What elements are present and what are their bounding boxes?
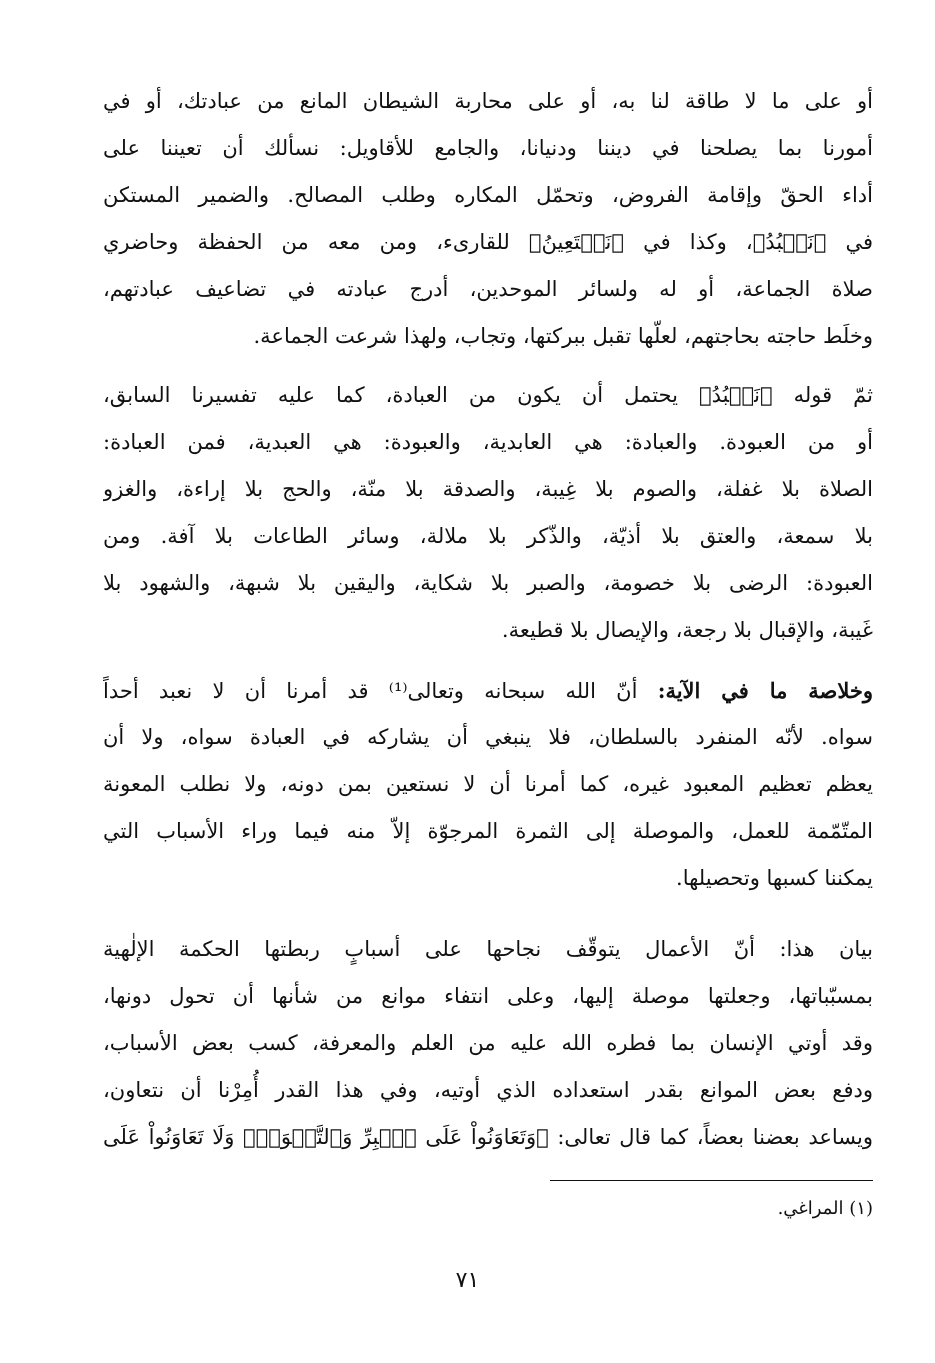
paragraph-line: صلاة الجماعة، أو له ولسائر الموحدين، أدرج عبادته في تضاعيف عبادتهم، xyxy=(103,277,873,301)
paragraph-line: ودفع بعض الموانع بقدر استعداده الذي أوتيه، وفي هذا القدر أُمِرْنا أن نتعاون، xyxy=(103,1078,873,1102)
paragraph-line: يمكننا كسبها وتحصيلها. xyxy=(676,866,873,890)
paragraph-1 xyxy=(103,78,873,360)
paragraph-line: ثمّ قوله ﴿نَعۡبُدُ﴾ يحتمل أن يكون من العبادة، كما عليه تفسيرنا السابق، xyxy=(103,383,873,407)
paragraph-line: بلا سمعة، والعتق بلا أذيّة، والذّكر بلا ملالة، وسائر الطاعات بلا آفة. ومن xyxy=(103,524,873,548)
page-number: ٧١ xyxy=(455,1268,480,1293)
paragraph-line: ويساعد بعضنا بعضاً، كما قال تعالى: ﴿وَتَعَاوَنُواْ عَلَى ٱلۡبِرِّ وَٱلتَّقۡوَىٰۖ وَلَا تَعَاوَنُواْ عَلَى xyxy=(103,1125,873,1149)
paragraph-line: العبودة: الرضى بلا خصومة، والصبر بلا شكاية، واليقين بلا شبهة، والشهود بلا xyxy=(103,571,873,595)
summary-heading: وخلاصة ما في الآية: xyxy=(657,678,873,703)
footnote: (١) المراغي. xyxy=(777,1198,873,1219)
paragraph-line: الصلاة بلا غفلة، والصوم بلا غِيبة، والصدقة بلا منّة، والحج بلا إراءة، والغزو xyxy=(103,477,873,501)
paragraph-first-line xyxy=(103,667,873,714)
paragraph-line-rest: أنّ الله سبحانه وتعالى⁽¹⁾ قد أمرنا أن لا نعبد أحداً xyxy=(103,679,638,703)
paragraph-line: المتّمّمة للعمل، والموصلة إلى الثمرة المرجوّة إلاّ منه فيما وراء الأسباب التي xyxy=(103,819,873,843)
paragraph-2 xyxy=(103,372,873,654)
paragraph-line: وقد أوتي الإنسان بما فطره الله عليه من العلم والمعرفة، كسب بعض الأسباب، xyxy=(103,1031,873,1055)
paragraph-3 xyxy=(103,667,873,902)
paragraph-line: أو من العبودة. والعبادة: هي العابدية، والعبودة: هي العبدية، فمن العبادة: xyxy=(103,430,873,454)
paragraph-line: أمورنا بما يصلحنا في ديننا ودنيانا، والجامع للأقاويل: نسألك أن تعيننا على xyxy=(103,136,873,160)
paragraph-line: وخلَط حاجته بحاجتهم، لعلّها تقبل ببركتها، وتجاب، ولهذا شرعت الجماعة. xyxy=(253,324,873,348)
paragraph-line: أو على ما لا طاقة لنا به، أو على محاربة الشيطان المانع من عبادتك، أو في xyxy=(103,89,873,113)
paragraph-line: أداء الحقّ وإقامة الفروض، وتحمّل المكاره وطلب المصالح. والضمير المستكن xyxy=(103,183,873,207)
paragraph-4 xyxy=(103,926,873,1161)
paragraph-line: يعظم تعظيم المعبود غيره، كما أمرنا أن لا نستعين بمن دونه، ولا نطلب المعونة xyxy=(103,772,873,796)
paragraph-line: بمسبّباتها، وجعلتها موصلة إليها، وعلى انتفاء موانع من شأنها أن تحول دونها، xyxy=(103,984,873,1008)
paragraph-line: غَيبة، والإقبال بلا رجعة، والإيصال بلا قطيعة. xyxy=(501,618,873,642)
footnote-divider xyxy=(550,1180,873,1181)
paragraph-line: بيان هذا: أنّ الأعمال يتوقّف نجاحها على أسبابٍ ربطتها الحكمة الإلٰهية xyxy=(103,937,873,961)
paragraph-line: سواه. لأنّه المنفرد بالسلطان، فلا ينبغي أن يشاركه في العبادة سواه، ولا أن xyxy=(103,725,873,749)
paragraph-line: في ﴿نَعۡبُدُ﴾، وكذا في ﴿نَسۡتَعِينُ﴾ للقارىء، ومن معه من الحفظة وحاضري xyxy=(103,230,873,254)
